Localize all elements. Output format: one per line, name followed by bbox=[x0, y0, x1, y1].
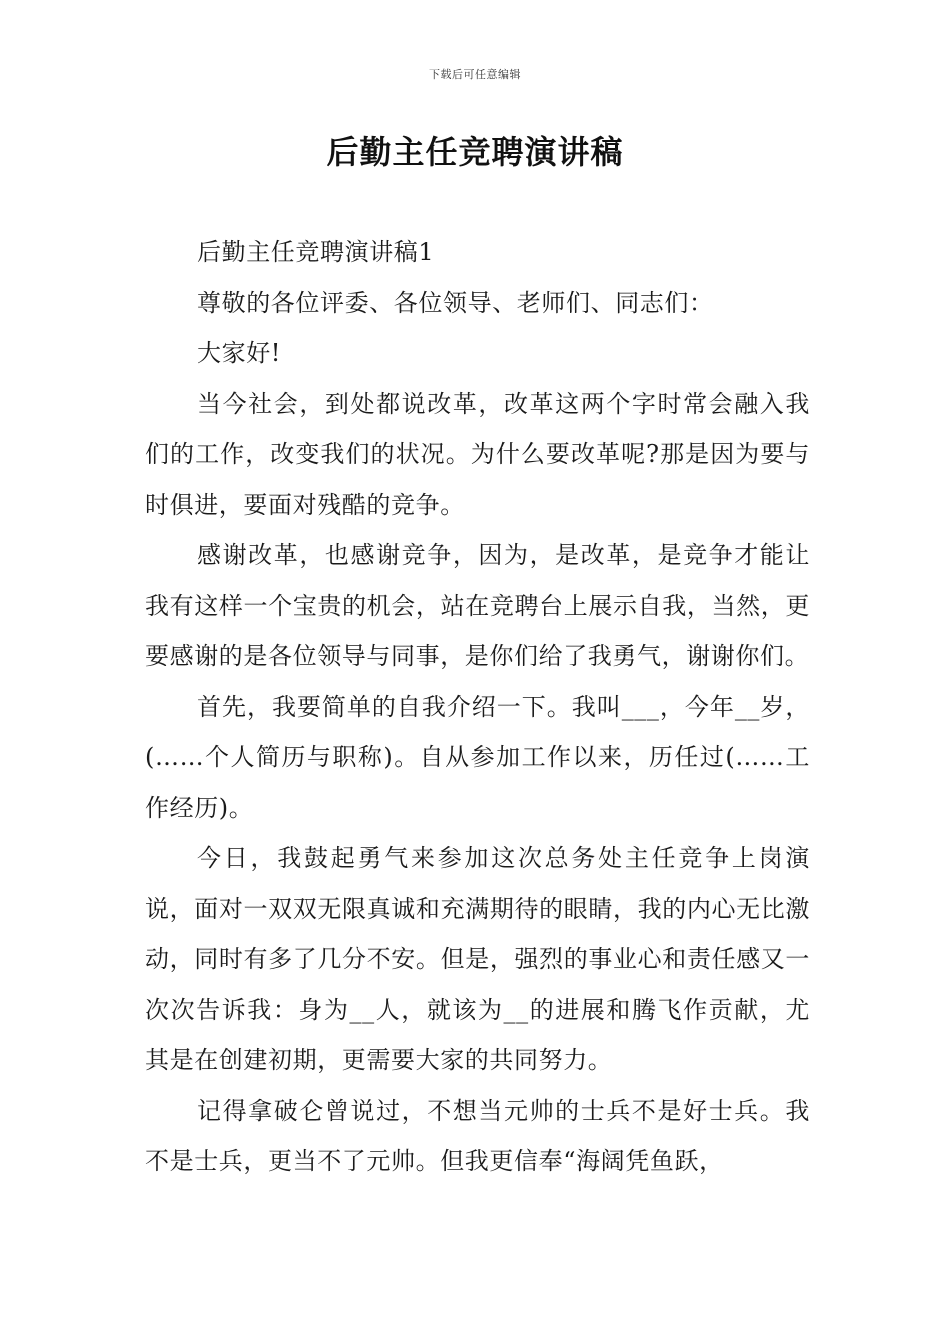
paragraph-subtitle: 后勤主任竞聘演讲稿1 bbox=[197, 238, 435, 266]
header-note: 下载后可任意编辑 bbox=[429, 68, 521, 81]
paragraph: 感谢改革，也感谢竞争，因为，是改革，是竞争才能让我有这样一个宝贵的机会，站在竞聘台上展示自我，当然，更要感谢的是各位领导与同事，是你们给了我勇气，谢谢你们。 bbox=[145, 541, 810, 670]
document-body bbox=[145, 227, 810, 1187]
document-title: 后勤主任竞聘演讲稿 bbox=[326, 133, 624, 171]
paragraph: 当今社会，到处都说改革，改革这两个字时常会融入我们的工作，改变我们的状况。为什么要改革呢?那是因为要与时俱进，要面对残酷的竞争。 bbox=[145, 389, 810, 519]
paragraph: 首先，我要简单的自我介绍一下。我叫___，今年__岁，(……个人简历与职称)。自从参加工作以来，历任过(……工作经历)。 bbox=[145, 692, 810, 822]
paragraph: 记得拿破仑曾说过，不想当元帅的士兵不是好士兵。我不是士兵，更当不了元帅。但我更信奉“海阔凭鱼跃， bbox=[145, 1096, 810, 1175]
paragraph: 今日，我鼓起勇气来参加这次总务处主任竞争上岗演说，面对一双双无限真诚和充满期待的眼睛，我的内心无比激动，同时有多了几分不安。但是，强烈的事业心和责任感又一次次告诉我：身为__人，就该为__的进展和腾飞作贡献，尤其是在创建初期，更需要大家的共同努力。 bbox=[145, 844, 810, 1074]
paragraph-salutation: 尊敬的各位评委、各位领导、老师们、同志们： bbox=[197, 288, 714, 317]
paragraph-greeting: 大家好! bbox=[197, 339, 282, 367]
